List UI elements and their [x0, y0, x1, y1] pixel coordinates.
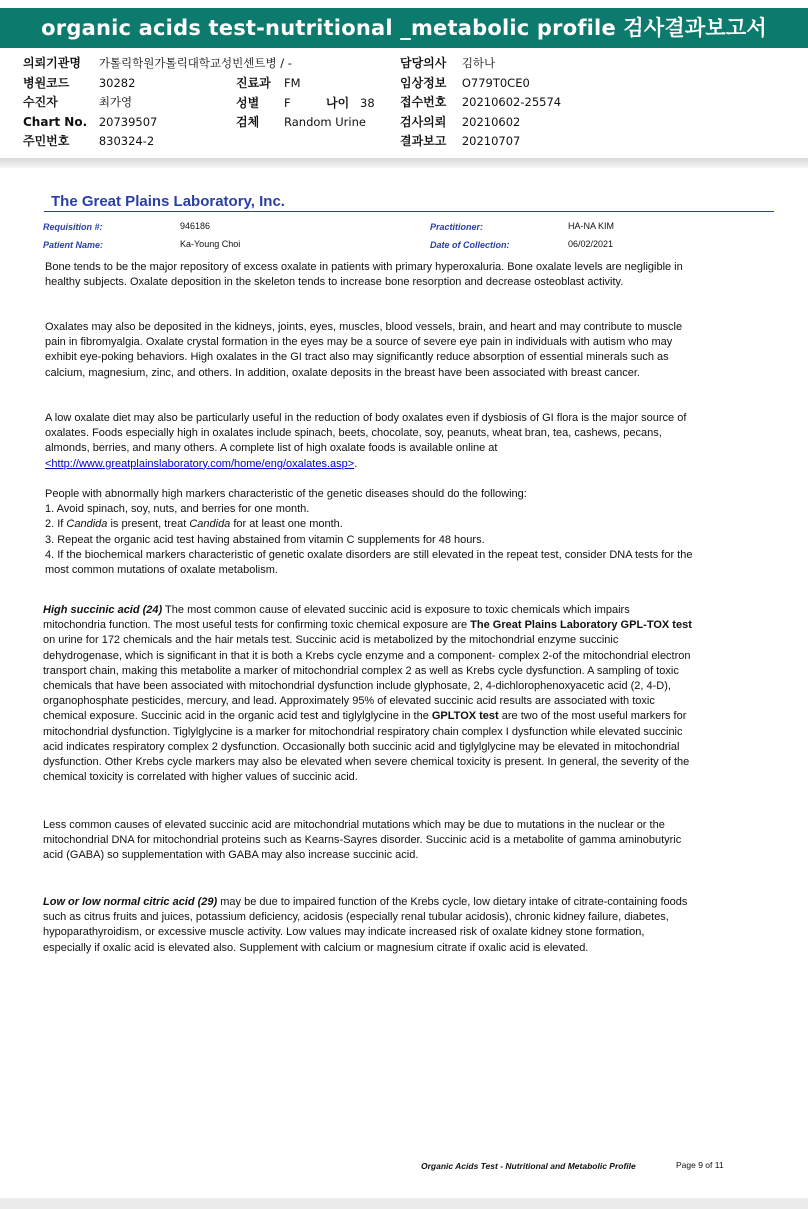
list-item: 2. If Candida is present, treat Candida for at least one month. — [45, 518, 343, 531]
lab-rule — [44, 211, 774, 212]
clinical-info-value: O779T0CE0 — [461, 75, 530, 90]
paragraph-low-oxalate-diet: A low oxalate diet may also be particularly useful in the reduction of body oxalates even if dysbiosis of GI flora is the major source of oxalates. Foods especially high in oxalates include spinach, beets, chocolate, soy, peanuts, wheat bran, tea, cashews, pecans, almonds, berries, and many others. A complete list of high oxalate foods is available online at <http://www.greatplainslaboratory.com/home/eng/oxalates.asp>. — [45, 412, 687, 470]
institution-value: 가톨릭학원가톨릭대학교성빈센트병 / - — [98, 56, 292, 70]
hospital-code-label: 병원코드 — [23, 75, 70, 90]
report-title: organic acids test-nutritional _metabolic profile 검사결과보고서 — [0, 8, 808, 48]
patient-label: 수진자 — [23, 95, 58, 110]
age-value: 38 — [360, 96, 375, 110]
collection-label: Date of Collection: — [430, 240, 510, 250]
hospital-code-value: 30282 — [98, 75, 136, 90]
result-value: 20210707 — [461, 134, 521, 149]
receipt-label: 접수번호 — [400, 95, 447, 110]
lab-name: The Great Plains Laboratory, Inc. — [51, 193, 285, 210]
list-item: 3. Repeat the organic acid test having abstained from vitamin C supplements for 48 hours. — [45, 533, 485, 546]
resident-label: 주민번호 — [23, 134, 70, 149]
paragraph-citric-acid: Low or low normal citric acid (29) may be due to impaired function of the Krebs cycle, low dietary intake of citrate-containing foods such as citrus fruits and juices, potassium deficiency, acidosis (especially renal tubular acidosis), chronic kidney failure, diabetes, hypoparathyroidism, or excessive muscle activity. Low values may indicate increased risk of oxalate kidney stone formation, especially if oxalic acid is elevated also. Supplement with calcium or magnesium citrate if oxalic acid is elevated. — [43, 896, 688, 954]
receipt-value: 20210602-25574 — [461, 95, 562, 110]
sex-value: F — [284, 96, 291, 110]
practitioner-value: HA-NA KIM — [568, 221, 615, 231]
recommendations-intro: People with abnormally high markers characteristic of the genetic diseases should do the following: — [45, 488, 527, 500]
age-field — [326, 94, 375, 111]
department-field — [236, 74, 301, 91]
paragraph-succinic-causes: Less common causes of elevated succinic acid are mitochondrial mutations which may be due to mutations in the nuclear or the mitochondrial DNA for mitochondrial proteins such as Kearns-Sayres disorder. Succinic acid is a metabolite of gamma aminobutyric acid (GABA) so supplementation with GABA may also increase succinic acid. — [43, 819, 682, 862]
patient-name-value: Ka-Young Choi — [180, 239, 241, 249]
paragraph-succinic-acid: High succinic acid (24) The most common cause of elevated succinic acid is exposure to toxic chemicals which impairs mitochondria function. The most useful tests for confirming toxic chemical exposure are The Great Plains Laboratory GPL-TOX test on urine for 172 chemicals and the hair metals test. Succinic acid is metabolized by the mitochondrial enzyme succinic dehydrogenase, which is significant in that it is both a Krebs cycle enzyme and a component- complex 2-of the mitochondrial electron transport chain, making this metabolite a marker of mitochondrial complex 2 as well as Krebs cycle dysfunction. A sampling of toxic chemicals that have been associated with mitochondrial dysfunction include glyphosate, 2, 4-dichlorophenoxyacetic acid (2, 4-D), organophosphate pesticides, mercury, and lead. Approximately 95% of elevated succinic acid results are associated with toxic chemical exposure. Succinic acid in the organic acid test and tiglylglycine in the GPLTOX test are two of the most useful markers for mitochondrial dysfunction. Tiglylglycine is a marker for mitochondrial respiratory chain complex I dysfunction while elevated succinic acid indicates respiratory complex 2 dysfunction. Occasionally both succinic acid and tiglylglycine may be elevated in mitochondrial dysfunction. Other Krebs cycle markers may also be elevated when severe chemical toxicity is present. In general, the severity of the chemical toxicity is correlated with higher values of succinic acid. — [43, 604, 692, 784]
specimen-field — [236, 113, 366, 130]
department-value: FM — [284, 76, 301, 90]
sex-label: 성별 — [236, 96, 260, 110]
header-divider — [0, 158, 808, 168]
clinical-info-label: 임상정보 — [400, 75, 447, 90]
request-label: 검사의뢰 — [400, 114, 447, 129]
department-label: 진료과 — [236, 76, 271, 90]
practitioner-label: Practitioner: — [430, 222, 484, 232]
specimen-value: Random Urine — [284, 115, 366, 129]
collection-value: 06/02/2021 — [568, 239, 614, 249]
requisition-label: Requisition #: — [43, 222, 103, 232]
patient-name-label: Patient Name: — [43, 240, 104, 250]
footer-title: Organic Acids Test - Nutritional and Metabolic Profile — [421, 1161, 636, 1171]
page-number: Page 9 of 11 — [676, 1160, 724, 1170]
patient-value: 최가영 — [98, 95, 133, 110]
chart-label: Chart No. — [23, 114, 88, 129]
sex-field — [236, 94, 291, 111]
specimen-label: 검체 — [236, 115, 260, 129]
institution-label: 의뢰기관명 — [23, 56, 81, 70]
bottom-band — [0, 1198, 808, 1209]
chart-value: 20739507 — [98, 114, 158, 129]
result-label: 결과보고 — [400, 134, 447, 149]
list-item: 1. Avoid spinach, soy, nuts, and berries for one month. — [45, 503, 310, 516]
request-value: 20210602 — [461, 114, 521, 129]
doctor-value: 김하나 — [461, 56, 496, 70]
paragraph-genetic-recommendations — [45, 487, 695, 578]
resident-value: 830324-2 — [98, 134, 155, 149]
paragraph-oxalate-deposits: Oxalates may also be deposited in the kidneys, joints, eyes, muscles, blood vessels, brain, and heart and may contribute to muscle pain in fibromyalgia. Oxalate crystal formation in the eyes may be a source of severe eye pain in individuals with autism who may exhibit eye-poking behaviors. High oxalates in the GI tract also may significantly reduce absorption of essential minerals such as calcium, magnesium, zinc, and others. In addition, oxalate deposits in the breast have been associated with breast cancer. — [45, 321, 683, 379]
age-label: 나이 — [326, 96, 350, 110]
requisition-value: 946186 — [180, 221, 211, 231]
header-right — [400, 54, 760, 152]
paragraph-bone-oxalate: Bone tends to be the major repository of excess oxalate in patients with primary hyperoxaluria. Bone oxalate levels are negligible in healthy subjects. Oxalate deposition in the skeleton tends to increase bone resorption and decrease osteoblast activity. — [45, 261, 683, 289]
citric-heading: Low or low normal citric acid (29) — [43, 896, 218, 908]
list-item: 4. If the biochemical markers characteristic of genetic oxalate disorders are still elevated in the repeat test, consider DNA tests for the most common mutations of oxalate metabolism. — [45, 548, 693, 577]
doctor-label: 담당의사 — [400, 56, 447, 70]
succinic-heading: High succinic acid (24) — [43, 604, 163, 616]
oxalates-link[interactable]: <http://www.greatplainslaboratory.com/home/eng/oxalates.asp> — [45, 457, 355, 470]
